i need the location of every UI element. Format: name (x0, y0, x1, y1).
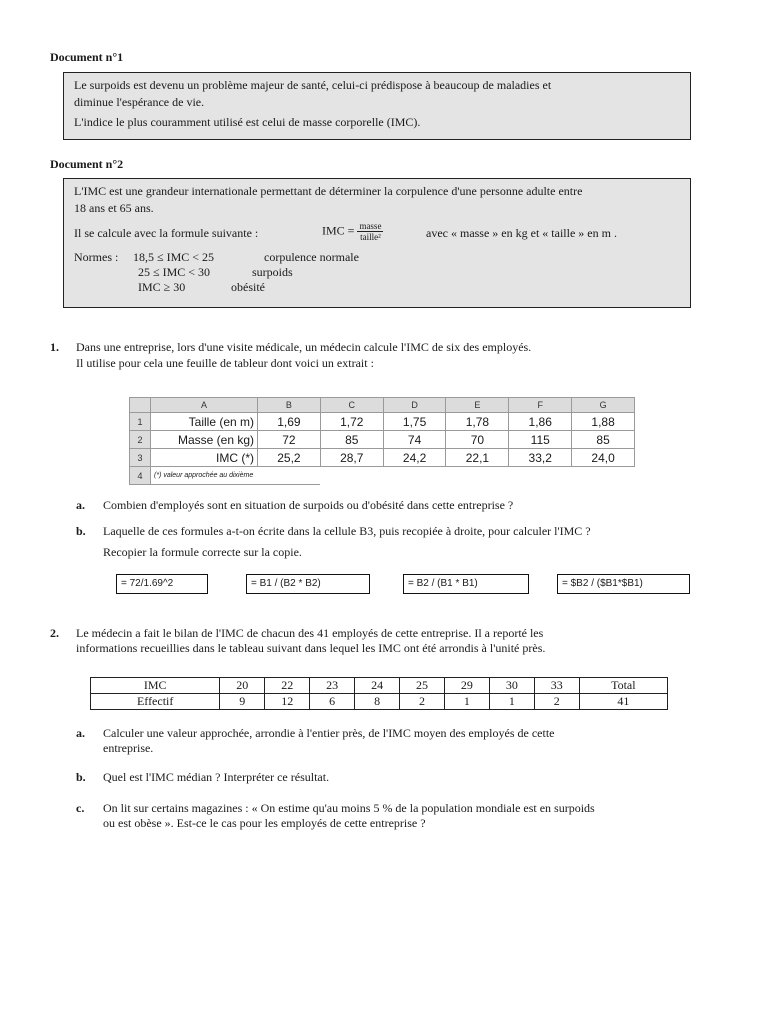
formula-lhs: IMC = (322, 223, 355, 238)
spreadsheet-extract (129, 397, 635, 485)
row-number: 4 (130, 467, 151, 485)
row-number: 2 (130, 431, 151, 449)
column-header-c: C (320, 398, 383, 413)
norm-3-label: obésité (231, 280, 265, 294)
cell-value: 24,0 (572, 449, 635, 467)
empty-cells (320, 467, 634, 485)
formula-intro: Il se calcule avec la formule suivante : (74, 226, 259, 240)
imc-value: 25 (400, 678, 445, 694)
question-1b-text: Laquelle de ces formules a-t-on écrite dans la cellule B3, puis recopiée à droite, pour calculer l'IMC ? (103, 524, 591, 538)
formula-row (74, 219, 680, 249)
cell-value: 28,7 (320, 449, 383, 467)
cell-value: 85 (320, 431, 383, 449)
formula-option-1: = 72/1.69^2 (116, 574, 208, 594)
norm-3-range: IMC ≥ 30 (138, 280, 186, 294)
question-2c-line-2: ou est obèse ». Est-ce le cas pour les employés de cette entreprise ? (103, 816, 426, 830)
effectif-value: 2 (400, 694, 445, 710)
formula-option-2: = B1 / (B2 * B2) (246, 574, 370, 594)
cell-value: 24,2 (383, 449, 446, 467)
cell-label: IMC (*) (151, 449, 258, 467)
norms-label: Normes : (74, 250, 119, 264)
effectif-value: 9 (220, 694, 265, 710)
imc-formula (322, 221, 383, 242)
effectif-value: 1 (444, 694, 489, 710)
row-number: 3 (130, 449, 151, 467)
imc-frequency-table (90, 677, 668, 710)
question-2-line-1: Le médecin a fait le bilan de l'IMC de chacun des 41 employés de cette entreprise. Il a reporté les (76, 626, 544, 640)
imc-value: 33 (534, 678, 579, 694)
effectif-value: 1 (489, 694, 534, 710)
imc-value: 30 (489, 678, 534, 694)
cell-value: 1,69 (258, 413, 321, 431)
table-header-total: Total (579, 678, 667, 694)
document-2-box (63, 178, 691, 308)
cell-value: 1,78 (446, 413, 509, 431)
spreadsheet-row-masse (130, 431, 635, 449)
document-1-box (63, 72, 691, 140)
question-1a-label: a. (76, 498, 85, 512)
norm-1-range: 18,5 ≤ IMC < 25 (133, 250, 215, 264)
question-2-line-2: informations recueillies dans le tableau suivant dans lequel les IMC ont été arrondis à l'unité près. (76, 641, 546, 655)
question-1-line-2: Il utilise pour cela une feuille de tableur dont voici un extrait : (76, 356, 374, 370)
cell-value: 115 (509, 431, 572, 449)
question-2a-line-2: entreprise. (103, 741, 154, 755)
effectif-value: 8 (355, 694, 400, 710)
spreadsheet-row-imc (130, 449, 635, 467)
table-header-imc: IMC (91, 678, 220, 694)
document-2-line-1: L'IMC est une grandeur internationale permettant de déterminer la corpulence d'une personne adulte entre (74, 184, 583, 198)
question-2a-label: a. (76, 726, 85, 740)
cell-label: Masse (en kg) (151, 431, 258, 449)
formula-denominator: taille² (360, 232, 381, 242)
column-header-g: G (572, 398, 635, 413)
effectif-row (91, 694, 668, 710)
effectif-total: 41 (579, 694, 667, 710)
column-header-a: A (151, 398, 258, 413)
cell-value: 85 (572, 431, 635, 449)
cell-value: 22,1 (446, 449, 509, 467)
document-2-title: Document n°2 (50, 157, 124, 171)
question-1b-instruction: Recopier la formule correcte sur la copie. (103, 545, 302, 559)
formula-units: avec « masse » en kg et « taille » en m . (426, 226, 617, 240)
imc-row (91, 678, 668, 694)
cell-value: 74 (383, 431, 446, 449)
question-2c-label: c. (76, 801, 85, 815)
cell-value: 1,75 (383, 413, 446, 431)
formula-numerator: masse (359, 221, 382, 231)
document-1-title: Document n°1 (50, 50, 124, 64)
document-2-line-2: 18 ans et 65 ans. (74, 201, 154, 215)
spreadsheet-corner (130, 398, 151, 413)
document-1-line-2: diminue l'espérance de vie. (74, 95, 205, 109)
imc-value: 24 (355, 678, 400, 694)
document-1-line-3: L'indice le plus couramment utilisé est celui de masse corporelle (IMC). (74, 115, 421, 129)
spreadsheet-row-taille (130, 413, 635, 431)
column-header-d: D (383, 398, 446, 413)
spreadsheet-row-note (130, 467, 635, 485)
row-number: 1 (130, 413, 151, 431)
question-2a-line-1: Calculer une valeur approchée, arrondie à l'entier près, de l'IMC moyen des employés de cette (103, 726, 555, 740)
cell-value: 70 (446, 431, 509, 449)
question-2b-label: b. (76, 770, 86, 784)
norms-block (74, 249, 680, 297)
question-1b-label: b. (76, 524, 86, 538)
question-2-number: 2. (50, 626, 59, 640)
cell-value: 72 (258, 431, 321, 449)
column-header-b: B (258, 398, 321, 413)
cell-value: 1,72 (320, 413, 383, 431)
norm-2-range: 25 ≤ IMC < 30 (138, 265, 211, 279)
cell-value: 1,86 (509, 413, 572, 431)
question-2c-line-1: On lit sur certains magazines : « On estime qu'au moins 5 % de la population mondiale est en surpoids (103, 801, 595, 815)
imc-value: 29 (444, 678, 489, 694)
imc-value: 20 (220, 678, 265, 694)
effectif-value: 2 (534, 694, 579, 710)
question-1-number: 1. (50, 340, 59, 354)
footnote-cell: (*) valeur approchée au dixième (151, 467, 321, 485)
cell-value: 1,88 (572, 413, 635, 431)
norm-2-label: surpoids (252, 265, 293, 279)
norm-1-label: corpulence normale (264, 250, 359, 264)
formula-option-4: = $B2 / ($B1*$B1) (557, 574, 690, 594)
spreadsheet-column-headers (130, 398, 635, 413)
imc-value: 22 (265, 678, 310, 694)
formula-option-3: = B2 / (B1 * B1) (403, 574, 529, 594)
question-2b-text: Quel est l'IMC médian ? Interpréter ce résultat. (103, 770, 330, 784)
cell-value: 25,2 (258, 449, 321, 467)
formula-fraction (357, 221, 383, 242)
column-header-f: F (509, 398, 572, 413)
question-1-line-1: Dans une entreprise, lors d'une visite médicale, un médecin calcule l'IMC de six des employés. (76, 340, 532, 354)
effectif-value: 6 (310, 694, 355, 710)
document-1-line-1: Le surpoids est devenu un problème majeur de santé, celui-ci prédispose à beaucoup de maladies et (74, 78, 552, 92)
imc-value: 23 (310, 678, 355, 694)
cell-label: Taille (en m) (151, 413, 258, 431)
question-1a-text: Combien d'employés sont en situation de surpoids ou d'obésité dans cette entreprise ? (103, 498, 514, 512)
effectif-value: 12 (265, 694, 310, 710)
cell-value: 33,2 (509, 449, 572, 467)
table-header-effectif: Effectif (91, 694, 220, 710)
column-header-e: E (446, 398, 509, 413)
